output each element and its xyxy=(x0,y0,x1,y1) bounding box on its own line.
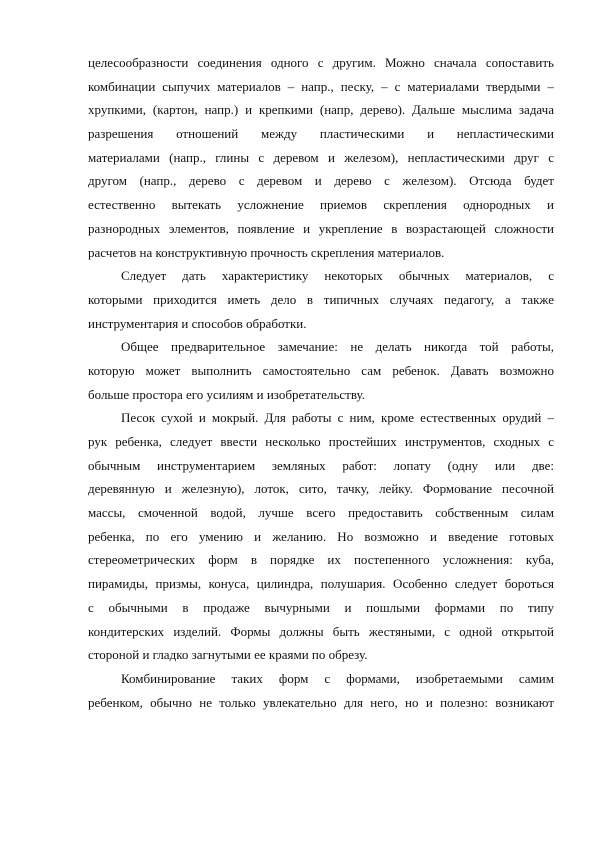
text-line: которую может выполнить самостоятельно сам ребенок. Давать возможно xyxy=(88,362,554,378)
text-line: комбинации сыпучих материалов – напр., песку, – с материалами твердыми – xyxy=(88,78,554,94)
text-line: Песок сухой и мокрый. Для работы с ним, кроме естественных орудий – xyxy=(121,410,554,426)
body-text xyxy=(88,51,554,714)
text-line: деревянную и железную), лоток, сито, тачку, лейку. Формование песочной xyxy=(88,481,554,497)
text-line: которыми приходится иметь дело в типичных случаях педагогу, а также xyxy=(88,291,554,307)
text-line: хрупкими, (картон, напр.) и крепкими (напр, дерево). Дальше мыслима задача xyxy=(88,102,554,118)
text-line: естественно вытекать усложнение приемов скрепления однородных и xyxy=(88,197,554,213)
text-line: ребенком, обычно не только увлекательно для него, но и полезно: возникают xyxy=(88,694,554,710)
text-line: инструментария и способов обработки. xyxy=(88,315,307,331)
text-line: Следует дать характеристику некоторых обычных материалов, с xyxy=(121,268,554,284)
text-line: другом (напр., дерево с деревом и дерево с железом). Отсюда будет xyxy=(88,173,554,189)
text-line: материалами (напр., глины с деревом и железом), непластическими друг с xyxy=(88,149,554,165)
text-line: обычным инструментарием земляных работ: лопату (одну или две: xyxy=(88,457,554,473)
text-line: разнородных элементов, появление и укрепление в возрастающей сложности xyxy=(88,220,554,236)
text-line: с обычными в продаже вычурными и пошлыми формами по типу xyxy=(88,599,554,615)
text-line: кондитерских изделий. Формы должны быть жестяными, с одной открытой xyxy=(88,623,554,639)
text-line: стереометрических форм в порядке их постепенного усложнения: куба, xyxy=(88,552,554,568)
text-line: Комбинирование таких форм с формами, изобретаемыми самим xyxy=(121,670,554,686)
text-line: расчетов на конструктивную прочность скрепления материалов. xyxy=(88,244,445,260)
text-line: Общее предварительное замечание: не делать никогда той работы, xyxy=(121,339,554,355)
text-line: массы, смоченной водой, лучше всего предоставить собственным силам xyxy=(88,505,554,521)
text-line: разрешения отношений между пластическими и непластическими xyxy=(88,126,554,142)
text-line: больше простора его усилиям и изобретательству. xyxy=(88,386,365,402)
text-line: пирамиды, призмы, конуса, цилиндра, полушария. Особенно следует бороться xyxy=(88,576,554,592)
text-line: стороной и гладко загнутыми ее краями по обрезу. xyxy=(88,647,368,663)
text-line: целесообразности соединения одного с другим. Можно сначала сопоставить xyxy=(88,55,554,70)
text-line: рук ребенка, следует ввести несколько простейших инструментов, сходных с xyxy=(88,434,554,449)
text-line: ребенка, по его умению и желанию. Но возможно и введение готовых xyxy=(88,528,554,544)
